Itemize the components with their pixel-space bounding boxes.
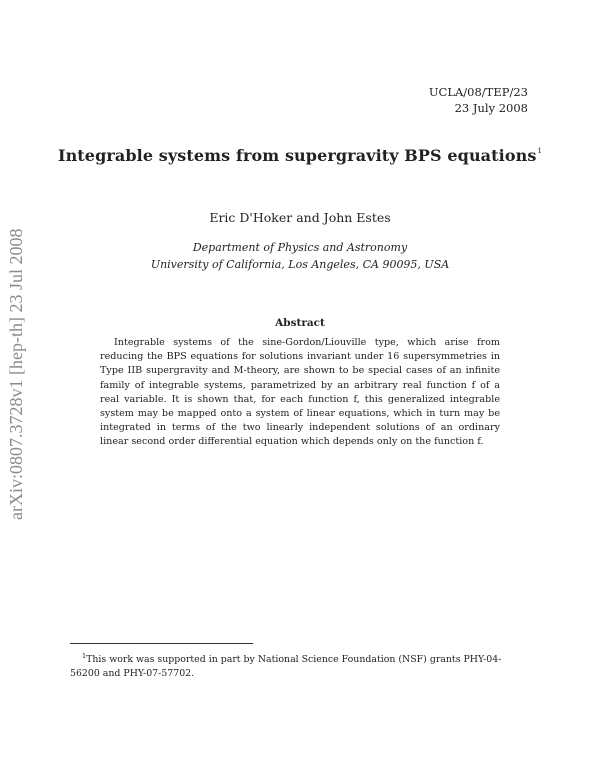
abstract-text: Integrable systems of the sine-Gordon/Liouville type, which arise from reducing the BPS equations for solutions invariant under 16 supersymmetries in Type IIB supergravity and M-theory, are shown to be special cases of an infinite family of integrable systems, parametrized by an arbitrary real function f of a real variable. It is shown that, for each function f, this generalized integrable system may be mapped onto a system of linear equations, which in turn may be integrated in terms of the two linearly independent solutions of an ordinary linear second order differential equation which depends only on the function f. xyxy=(100,337,500,448)
abstract-heading: Abstract xyxy=(275,317,325,329)
authors: Eric D'Hoker and John Estes xyxy=(209,210,391,225)
footnote-text: This work was supported in part by National Science Foundation (NSF) grants PHY-04-56200 and PHY-07-57702. xyxy=(70,654,502,679)
footnote xyxy=(70,650,530,680)
report-number: UCLA/08/TEP/23 xyxy=(428,85,528,99)
paper-title-text: Integrable systems from supergravity BPS equations xyxy=(57,146,537,165)
arxiv-stamp: arXiv:0807.3728v1 [hep-th] 23 Jul 2008 xyxy=(6,228,26,520)
report-block xyxy=(429,84,528,116)
paper-title xyxy=(0,146,600,165)
affiliation-department: Department of Physics and Astronomy xyxy=(192,241,408,254)
abstract-body xyxy=(100,336,500,450)
footnote-mark: 1 xyxy=(82,652,87,660)
affiliation xyxy=(0,239,600,273)
title-footnote-mark: 1 xyxy=(537,147,542,155)
footnote-rule xyxy=(70,643,253,644)
report-date: 23 July 2008 xyxy=(454,101,528,115)
affiliation-university: University of California, Los Angeles, CA 90095, USA xyxy=(150,258,450,271)
